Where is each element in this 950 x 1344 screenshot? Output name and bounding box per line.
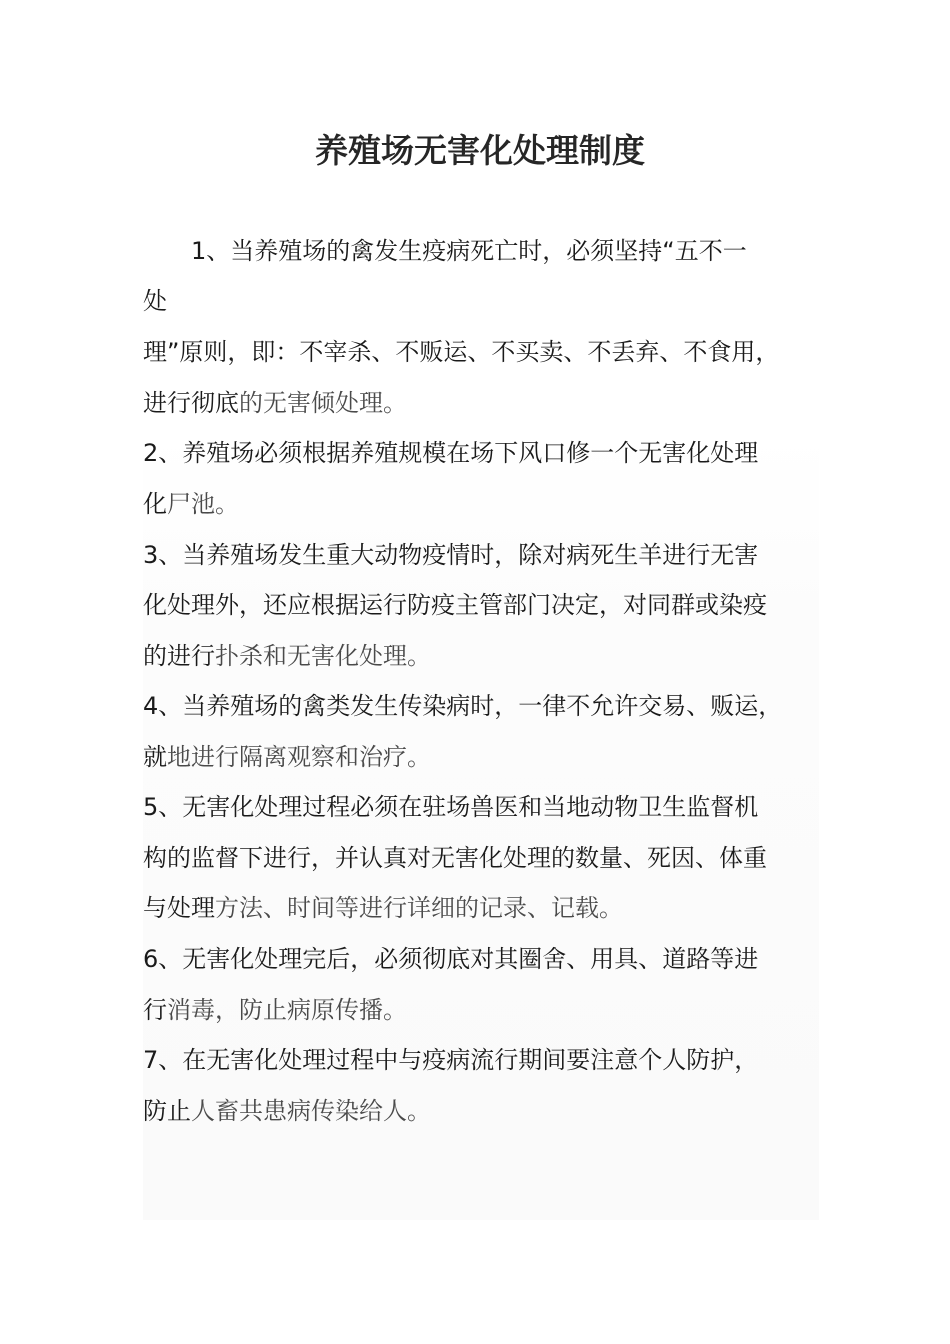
line-text: 与处理 xyxy=(143,894,215,922)
paragraph-line xyxy=(143,993,833,1027)
line-text: 理”原则，即：不宰杀、不贩运、不买卖、不丢弃、不食用， xyxy=(143,338,780,366)
line-text-soft: 尸池。 xyxy=(167,490,239,518)
line-text: 7、在无害化处理过程中与疫病流行期间要注意个人防护， xyxy=(143,1046,759,1074)
paragraph-line xyxy=(143,335,833,369)
paragraph-line xyxy=(143,790,833,824)
line-text: 构的监督下进行，并认真对无害化处理的数量、死因、体重 xyxy=(143,844,767,872)
paragraph-line xyxy=(143,639,833,673)
paragraph-line xyxy=(143,740,833,774)
line-text-soft: 的无害倾处理。 xyxy=(239,389,407,417)
paragraph-line xyxy=(143,588,833,622)
line-text: 化 xyxy=(143,490,167,518)
paragraph-line xyxy=(143,386,833,420)
line-text: 进行彻底 xyxy=(143,389,239,417)
paragraph-line xyxy=(143,1094,833,1128)
paragraph-line xyxy=(143,234,833,268)
line-text: 处 xyxy=(143,287,167,315)
line-text: 4、当养殖场的禽类发生传染病时，一律不允许交易、贩运， xyxy=(143,692,783,720)
line-text-soft: 人畜共患病传染给人。 xyxy=(191,1097,431,1125)
line-text: 防止 xyxy=(143,1097,191,1125)
paragraph-line xyxy=(143,538,833,572)
line-text: 化处理外，还应根据运行防疫主管部门决定，对同群或染疫 xyxy=(143,591,767,619)
line-text-soft: 方法、时间等进行详细的记录、记载。 xyxy=(215,894,623,922)
line-text: 就 xyxy=(143,743,167,771)
line-text-soft: 消毒，防止病原传播。 xyxy=(167,996,407,1024)
line-text-soft: 扑杀和无害化处理。 xyxy=(215,642,431,670)
paragraph-line xyxy=(143,891,833,925)
paragraph-line xyxy=(143,942,833,976)
line-text: 的进行 xyxy=(143,642,215,670)
paragraph-line xyxy=(143,1043,833,1077)
paragraph-line xyxy=(143,841,833,875)
paragraph-line xyxy=(143,487,833,521)
line-text: 2、养殖场必须根据养殖规模在场下风口修一个无害化处理 xyxy=(143,439,759,467)
line-text: 1、当养殖场的禽发生疫病死亡时，必须坚持“五不一 xyxy=(143,237,747,265)
line-text: 6、无害化处理完后，必须彻底对其圈舍、用具、道路等进 xyxy=(143,945,759,973)
line-text: 3、当养殖场发生重大动物疫情时，除对病死生羊进行无害 xyxy=(143,541,759,569)
line-text-soft: 地进行隔离观察和治疗。 xyxy=(167,743,431,771)
paragraph-line xyxy=(143,284,833,318)
document-title: 养殖场无害化处理制度 xyxy=(315,131,645,170)
paragraph-line xyxy=(143,689,833,723)
line-text: 行 xyxy=(143,996,167,1024)
line-text: 5、无害化处理过程必须在驻场兽医和当地动物卫生监督机 xyxy=(143,793,759,821)
paragraph-line xyxy=(143,436,833,470)
